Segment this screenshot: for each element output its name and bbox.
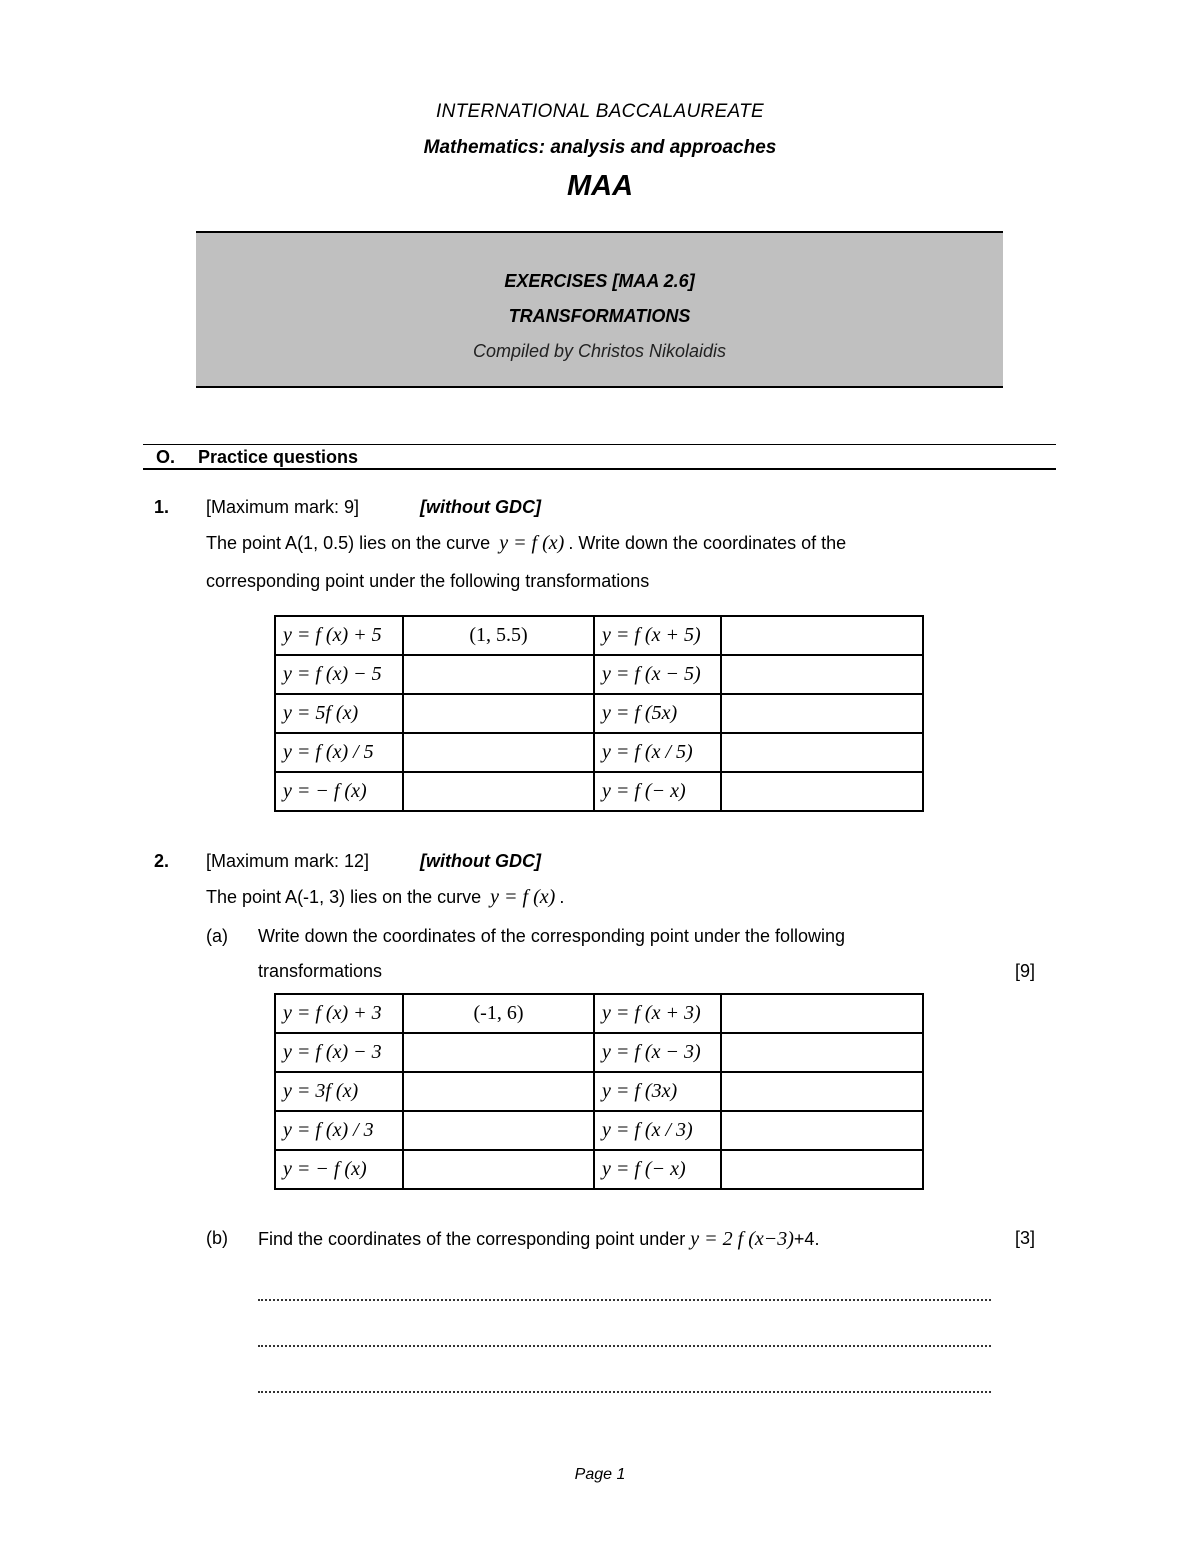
question-2b-text: Find the coordinates of the corresponding point under [258,1229,686,1249]
answer-cell[interactable] [721,994,923,1033]
transformation-cell: y = − f (x) [275,1150,403,1189]
question-2a-line-1: Write down the coordinates of the corresponding point under the following [258,926,846,946]
answer-cell[interactable] [721,1033,923,1072]
transformation-cell: y = f (x) − 3 [275,1033,403,1072]
table-row [275,1033,923,1072]
question-2-gdc: [without GDC] [420,851,541,871]
section-title: Practice questions [198,447,359,467]
question-1-table [274,615,924,812]
transformation-cell: y = − f (x) [275,772,403,811]
answer-cell[interactable]: (-1, 6) [403,994,594,1033]
transformation-cell: y = f (x) / 5 [275,733,403,772]
answer-cell[interactable] [721,655,923,694]
question-2-curve: y = f (x) [490,886,556,908]
question-1-gdc: [without GDC] [420,497,541,517]
question-2-table [274,993,924,1190]
answer-cell[interactable] [403,1072,594,1111]
table-row [275,772,923,811]
question-2-text-a: The point A(-1, 3) lies on the curve [206,887,482,907]
transformation-cell: y = f (x) / 3 [275,1111,403,1150]
answer-cell[interactable] [721,772,923,811]
answer-line[interactable] [258,1345,991,1349]
question-1-marks: [Maximum mark: 9] [206,497,360,517]
transformation-cell: y = f (x / 3) [594,1111,721,1150]
answer-cell[interactable] [721,1072,923,1111]
transformation-cell: y = f (x) + 5 [275,616,403,655]
section-header [143,444,1056,470]
answer-cell[interactable] [721,694,923,733]
table-row [275,694,923,733]
title-box-exercises: EXERCISES [MAA 2.6] [504,271,695,291]
transformation-cell: y = f (x) − 5 [275,655,403,694]
transformation-cell: y = f (3x) [594,1072,721,1111]
transformation-cell: y = f (x / 5) [594,733,721,772]
answer-cell[interactable] [403,1033,594,1072]
transformation-cell: y = f (5x) [594,694,721,733]
transformation-cell: y = f (x + 3) [594,994,721,1033]
transformation-cell: y = f (x + 5) [594,616,721,655]
question-2b-tail: +4. [793,1229,820,1249]
table-row [275,655,923,694]
answer-cell[interactable] [403,733,594,772]
question-1-text-b: . Write down the coordinates of the [568,533,847,553]
transformation-cell: y = 3f (x) [275,1072,403,1111]
question-1-curve: y = f (x) [499,532,565,554]
answer-cell[interactable] [721,616,923,655]
question-2b-expression: y = 2 f (x−3) [690,1228,794,1250]
question-2b-statement [258,1228,819,1251]
transformation-cell: y = f (− x) [594,772,721,811]
answer-cell[interactable] [403,772,594,811]
table-row [275,994,923,1033]
answer-cell[interactable] [403,1111,594,1150]
question-2a-marks: [9] [1015,961,1036,981]
header-course-code: MAA [566,170,634,202]
table-row [275,1072,923,1111]
answer-line[interactable] [258,1391,991,1395]
question-2-marks: [Maximum mark: 12] [206,851,370,871]
title-box [196,231,1003,388]
question-2-number: 2. [154,851,170,871]
answer-cell[interactable] [403,1150,594,1189]
answer-cell[interactable]: (1, 5.5) [403,616,594,655]
question-2b-marks: [3] [1015,1228,1036,1248]
question-2a-line-2: transformations [258,961,383,981]
answer-cell[interactable] [721,733,923,772]
answer-cell[interactable] [721,1150,923,1189]
table-row [275,616,923,655]
transformation-cell: y = f (x − 3) [594,1033,721,1072]
question-2-statement [206,886,564,909]
title-box-topic: TRANSFORMATIONS [508,306,691,326]
table-row [275,1150,923,1189]
question-2-text-b: . [559,887,565,907]
question-2a-label: (a) [206,926,228,946]
title-box-author: Compiled by Christos Nikolaidis [472,341,727,361]
transformation-cell: y = f (x − 5) [594,655,721,694]
question-1-statement [206,532,846,555]
answer-cell[interactable] [721,1111,923,1150]
transformation-cell: y = f (x) + 3 [275,994,403,1033]
header-line-1: INTERNATIONAL BACCALAUREATE [435,101,764,122]
header-subject: Mathematics: analysis and approaches [423,137,777,158]
transformation-cell: y = 5f (x) [275,694,403,733]
transformation-cell: y = f (− x) [594,1150,721,1189]
question-1-number: 1. [154,497,170,517]
table-row [275,1111,923,1150]
answer-cell[interactable] [403,694,594,733]
question-1-text-a: The point A(1, 0.5) lies on the curve [206,533,491,553]
answer-cell[interactable] [403,655,594,694]
question-1-text-c: corresponding point under the following transformations [206,571,650,591]
question-2b-label: (b) [206,1228,228,1248]
answer-line[interactable] [258,1299,991,1303]
section-number: O. [156,447,176,467]
page-number: Page 1 [574,1466,626,1483]
table-row [275,733,923,772]
